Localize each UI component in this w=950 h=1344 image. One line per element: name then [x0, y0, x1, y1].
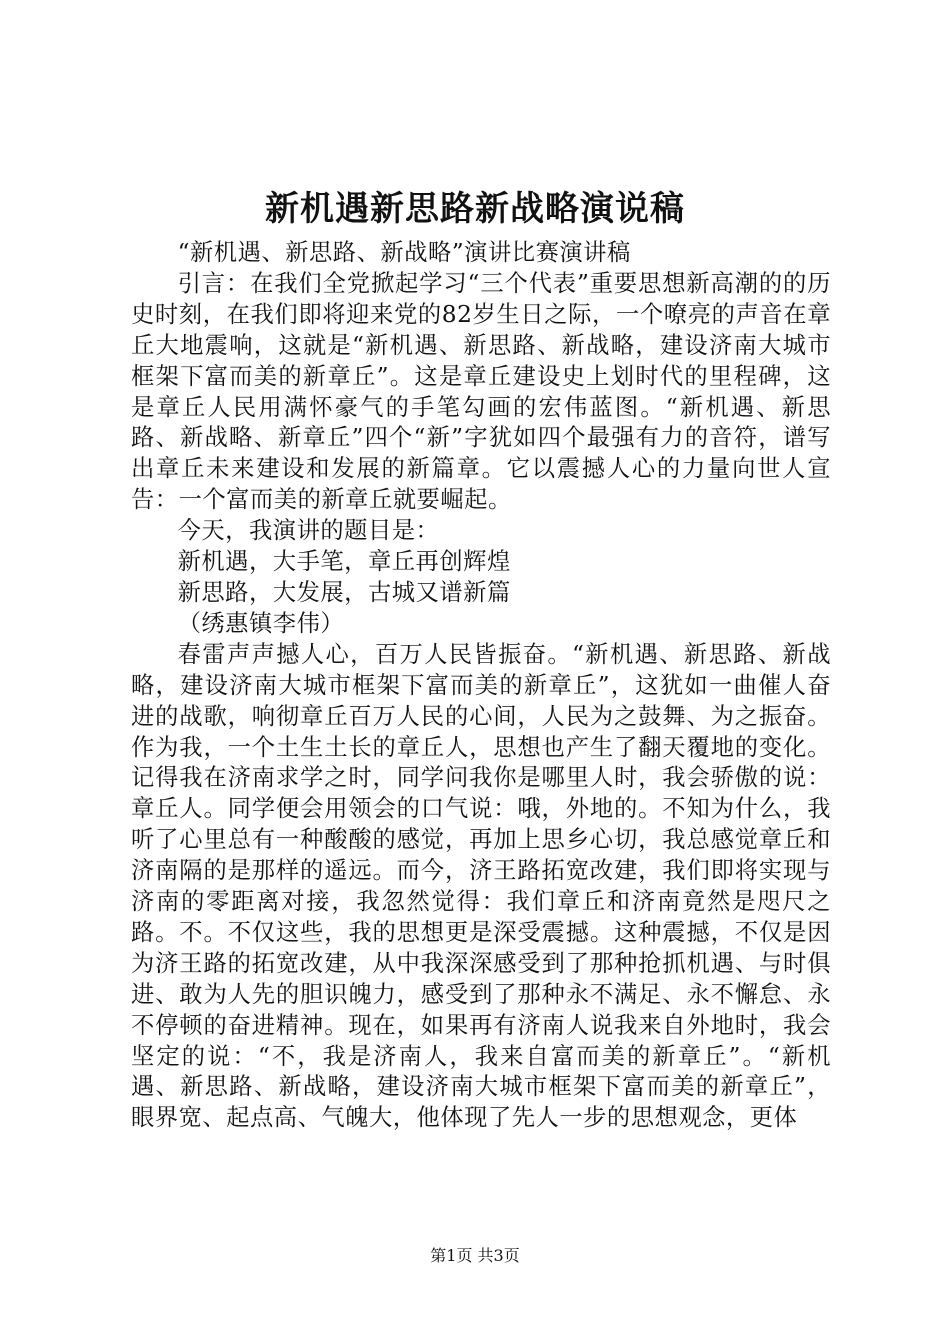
body-paragraph: 春雷声声撼人心，百万人民皆振奋。“新机遇、新思路、新战略，建设济南大城市框架下富而美的新章丘”，这犹如一曲催人奋进的战歌，响彻章丘百万人民的心间，人民为之鼓舞、为之振奋。作为我，一个土生土长的章丘人，思想也产生了翻天覆地的变化。记得我在济南求学之时，同学问我你是哪里人时，我会骄傲的说：章丘人。同学便会用领会的口气说：哦，外地的。不知为什么，我听了心里总有一种酸酸的感觉，再加上思乡心切，我总感觉章丘和济南隔的是那样的遥远。而今，济王路拓宽改建，我们即将实现与济南的零距离对接，我忽然觉得：我们章丘和济南竟然是咫尺之路。不。不仅这些，我的思想更是深受震撼。这种震撼，不仅是因为济王路的拓宽改建，从中我深深感受到了那种抢抓机遇、与时俱进、敢为人先的胆识魄力，感受到了那种永不满足、永不懈怠、永不停顿的奋进精神。现在，如果再有济南人说我来自外地时，我会坚定的说：“不，我是济南人，我来自富而美的新章丘”。“新机遇、新思路、新战略，建设济南大城市框架下富而美的新章丘”，眼界宽、起点高、气魄大，他体现了先人一步的思想观念，更体 [131, 640, 831, 1132]
author-line: （绣惠镇李伟） [177, 609, 345, 637]
intro-paragraph: 引言：在我们全党掀起学习“三个代表”重要思想新高潮的的历史时刻，在我们即将迎来党的82岁生日之际，一个嘹亮的声音在章丘大地震响，这就是“新机遇、新思路、新战略，建设济南大城市框架下富而美的新章丘”。这是章丘建设史上划时代的里程碑，这是章丘人民用满怀豪气的手笔勾画的宏伟蓝图。“新机遇、新思路、新战略、新章丘”四个“新”字犹如四个最强有力的音符，谱写出章丘未来建设和发展的新篇章。它以震撼人心的力量向世人宣告：一个富而美的新章丘就要崛起。 [131, 269, 831, 514]
document-title: 新机遇新思路新战略演说稿 [265, 189, 685, 229]
subtitle-paragraph: “新机遇、新思路、新战略”演讲比赛演讲稿 [177, 239, 631, 266]
page-number-footer: 第1页 共3页 [430, 1246, 520, 1265]
topic-intro-paragraph: 今天，我演讲的题目是： [177, 517, 440, 545]
topic-line-1: 新机遇，大手笔，章丘再创辉煌 [177, 548, 511, 576]
topic-line-2: 新思路，大发展，古城又谱新篇 [177, 578, 511, 606]
document-body [131, 238, 831, 1134]
